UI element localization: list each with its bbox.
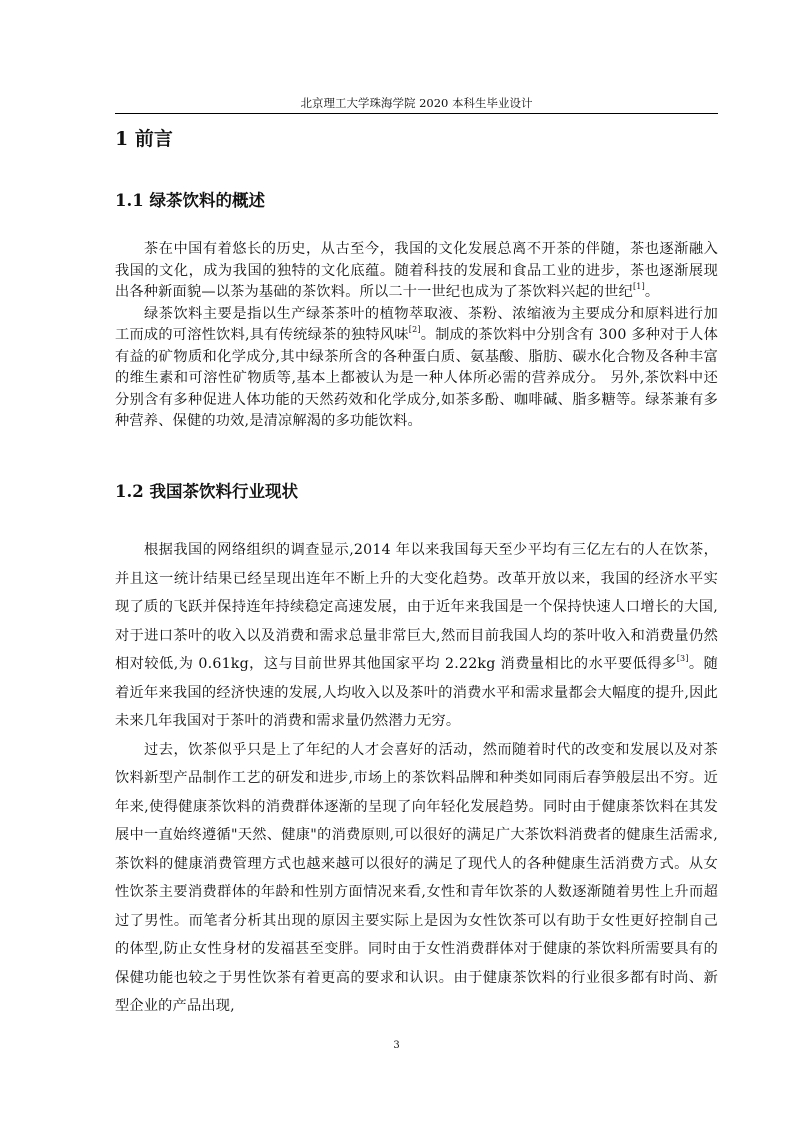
citation-ref[interactable]: [3] (676, 654, 689, 664)
citation-ref[interactable]: [2] (408, 325, 421, 335)
section-1-2-body (115, 536, 718, 1021)
section-1-1-body (115, 239, 718, 433)
running-header: 北京理工大学珠海学院 2020 本科生毕业设计 (300, 96, 533, 110)
chapter-title: 1 前言 (115, 128, 173, 150)
section-1-1-title: 1.1 绿茶饮料的概述 (115, 191, 265, 210)
paragraph: 过去，饮茶似乎只是上了年纪的人才会喜好的活动，然而随着时代的改变和发展以及对茶饮料新型产品制作工艺的研发和进步,市场上的茶饮料品牌和种类如同雨后春笋般层出不穷。近年来,使得健康茶饮料的消费群体逐渐的呈现了向年轻化发展趋势。同时由于健康茶饮料在其发展中一直始终遵循"天然、健康"的消费原则,可以很好的满足广大茶饮料消费者的健康生活需求,茶饮料的健康消费管理方式也越来越可以很好的满足了现代人的各种健康生活消费方式。从女性饮茶主要消费群体的年龄和性别方面情况来看,女性和青年饮茶的人数逐渐随着男性上升而超过了男性。而笔者分析其出现的原因主要实际上是因为女性饮茶可以有助于女性更好控制自己的体型,防止女性身材的发福甚至变胖。同时由于女性消费群体对于健康的茶饮料所需要具有的保健功能也较之于男性饮茶有着更高的要求和认识。由于健康茶饮料的行业很多都有时尚、新型企业的产品出现, (115, 741, 718, 1014)
paragraph: 茶在中国有着悠长的历史，从古至今，我国的文化发展总离不开茶的伴随，茶也逐渐融入我国的文化，成为我国的独特的文化底蕴。随着科技的发展和食品工业的进步，茶也逐渐展现出各种新面貌—以茶为基础的茶饮料。所以二十一世纪也成为了茶饮料兴起的世纪[1]。 (115, 241, 718, 300)
citation-ref[interactable]: [1] (632, 282, 645, 292)
paragraph: 根据我国的网络组织的调查显示,2014 年以来我国每天至少平均有三亿左右的人在饮茶，并且这一统计结果已经呈现出连年不断上升的大变化趋势。改革开放以来，我国的经济水平实现了质的飞跃并保持连年持续稳定高速发展，由于近年来我国是一个保持快速人口增长的大国,对于进口茶叶的收入以及消费和需求总量非常巨大,然而目前我国人均的茶叶收入和消费量仍然相对较低,为 0.61kg，这与目前世界其他国家平均 2.22kg 消费量相比的水平要低得多[3]。随着近年来我国的经济快速的发展,人均收入以及茶叶的消费水平和需求量都会大幅度的提升,因此未来几年我国对于茶叶的消费和需求量仍然潜力无穷。 (115, 542, 719, 729)
section-1-2-title: 1.2 我国茶饮料行业现状 (115, 482, 298, 501)
header-rule (115, 113, 718, 114)
page-number: 3 (393, 1040, 400, 1051)
paragraph: 绿茶饮料主要是指以生产绿茶茶叶的植物萃取液、茶粉、浓缩液为主要成分和原料进行加工而成的可溶性饮料,具有传统绿茶的独特风味[2]。制成的茶饮料中分别含有 300 多种对于人体有益的矿物质和化学成分,其中绿茶所含的各种蛋白质、氨基酸、脂肪、碳水化合物及各种丰富的维生素和可溶性矿物质等,基本上都被认为是一种人体所必需的营养成分。 另外,茶饮料中还分别含有多种促进人体功能的天然药效和化学成分,如茶多酚、咖啡碱、脂多糖等。绿茶兼有多种营养、保健的功效,是清凉解渴的多功能饮料。 (115, 305, 718, 429)
